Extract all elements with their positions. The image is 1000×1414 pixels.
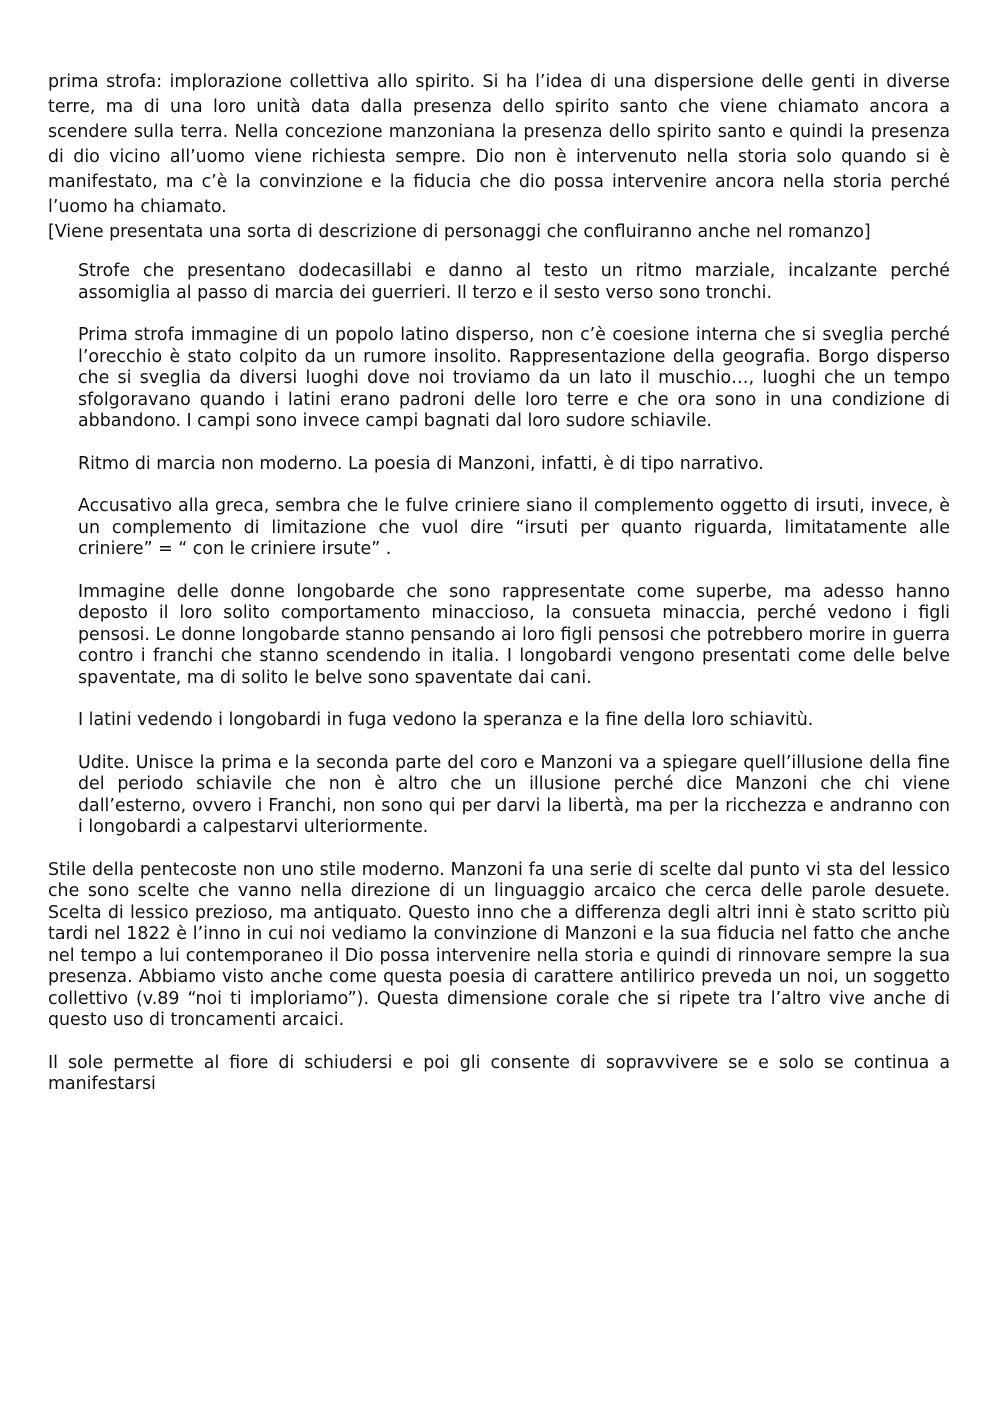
document-page: [48, 70, 950, 1096]
paragraph-prima-strofa: Prima strofa immagine di un popolo latino disperso, non c’è coesione interna che si sveglia perché l’orecchio è stato colpito da un rumore insolito. Rappresentazione della geografia. Borgo disperso che si sveglia da diversi luoghi dove noi troviamo da un lato il muschio…, luoghi che un tempo sfolgoravano quando i latini erano padroni delle loro terre e che ora sono in una condizione di abbandono. I campi sono invece campi bagnati dal loro sudore schiavile.: [78, 325, 950, 431]
paragraph-ritmo: Ritmo di marcia non moderno. La poesia di Manzoni, infatti, è di tipo narrativo.: [78, 453, 764, 474]
paragraph-intro: prima strofa: implorazione collettiva allo spirito. Si ha l’idea di una dispersione delle genti in diverse terre, ma di una loro unità data dalla presenza dello spirito santo che viene chiamato ancora a scendere sulla terra. Nella concezione manzoniana la presenza dello spirito santo e quindi la presenza di dio vicino all’uomo viene richiesta sempre. Dio non è intervenuto nella storia solo quando si è manifestato, ma c’è la convinzione e la fiducia che dio possa intervenire ancora nella storia perché l’uomo ha chiamato.: [48, 72, 950, 217]
paragraph-donne-longobarde: Immagine delle donne longobarde che sono rappresentate come superbe, ma adesso hanno deposto il loro solito comportamento minaccioso, la consueta minaccia, perché vedono i figli pensosi. Le donne longobarde stanno pensando ai loro figli pensosi che potrebbero morire in guerra contro i franchi che stanno scendendo in italia. I longobardi vengono presentati come delle belve spaventate, ma di solito le belve sono spaventate dai cani.: [78, 581, 950, 688]
paragraph-bracket-note: [Viene presentata una sorta di descrizione di personaggi che confluiranno anche nel romanzo]: [48, 222, 871, 242]
paragraph-latini: I latini vedendo i longobardi in fuga vedono la speranza e la fine della loro schiavitù.: [78, 710, 814, 730]
paragraph-sole: Il sole permette al fiore di schiudersi e poi gli consente di sopravvivere se e solo se continua a manifestarsi: [48, 1052, 950, 1094]
paragraph-strofe: Strofe che presentano dodecasillabi e danno al testo un ritmo marziale, incalzante perché assomiglia al passo di marcia dei guerrieri. Il terzo e il sesto verso sono tronchi.: [78, 261, 950, 303]
paragraph-udite: Udite. Unisce la prima e la seconda parte del coro e Manzoni va a spiegare quell’illusione della fine del periodo schiavile che non è altro che un illusione perché dice Manzoni che chi viene dall’esterno, ovvero i Franchi, non sono qui per darvi la libertà, ma per la ricchezza e andranno con i longobardi a calpestarvi ulteriormente.: [78, 752, 950, 837]
paragraph-stile: Stile della pentecoste non uno stile moderno. Manzoni fa una serie di scelte dal punto vi sta del lessico che sono scelte che vanno nella direzione di un linguaggio arcaico che cerca delle parole desuete. Scelta di lessico prezioso, ma antiquato. Questo inno che a differenza degli altri inni è stato scritto più tardi nel 1822 è l’inno in cui noi vediamo la convinzione di Manzoni e la sua fiducia nel fatto che anche nel tempo a lui contemporaneo il Dio possa intervenire nella storia e quindi di rinnovare sempre la sua presenza. Abbiamo visto anche come questa poesia di carattere antilirico preveda un noi, un soggetto collettivo (v.89 “noi ti imploriamo”). Questa dimensione corale che si ripete tra l’altro vive anche di questo uso di troncamenti arcaici.: [48, 859, 950, 1030]
paragraph-accusativo: Accusativo alla greca, sembra che le fulve criniere siano il complemento oggetto di irsuti, invece, è un complemento di limitazione che vuol dire “irsuti per quanto riguarda, limitatamente alle criniere” = “ con le criniere irsute” .: [78, 496, 950, 559]
